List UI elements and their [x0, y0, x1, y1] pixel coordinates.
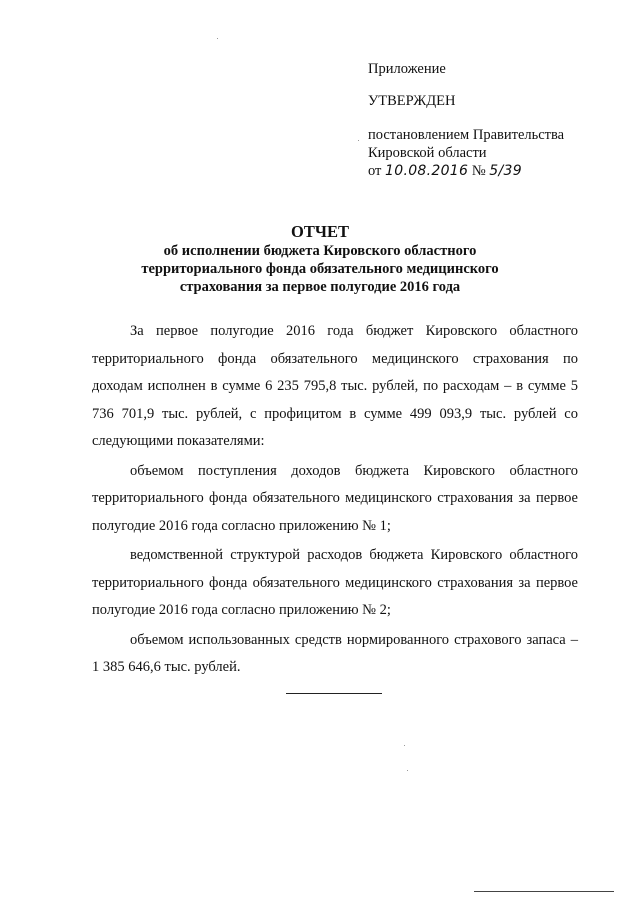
approved-label: УТВЕРЖДЕН	[368, 93, 456, 109]
number-prefix: №	[471, 163, 486, 179]
scan-speck	[358, 140, 359, 141]
report-subtitle-line-3: страхования за первое полугодие 2016 года	[179, 279, 461, 295]
date-prefix: от	[368, 163, 382, 179]
decree-line-2: Кировской области	[368, 145, 487, 161]
decree-date-line	[368, 162, 564, 180]
paragraph-summary: За первое полугодие 2016 года бюджет Кировского областного территориального фонда обязательного медицинского страхования по доходам исполнен в сумме 6 235 795,8 тыс. рублей, по расходам – в сумме 5 736 701,9 тыс. рублей, с профицитом в сумме 499 093,9 тыс. рублей со следующими показателями:	[92, 323, 578, 449]
handwritten-number: 5/39	[489, 163, 522, 179]
end-divider	[286, 693, 382, 694]
approval-stamp	[368, 60, 564, 180]
report-subtitle-line-2: территориального фонда обязательного медицинского	[141, 261, 499, 277]
appendix-label: Приложение	[368, 61, 446, 77]
paragraph-expenses: ведомственной структурой расходов бюджета Кировского областного территориального фонда обязательного медицинского страхования за первое полугодие 2016 года согласно приложению № 2;	[92, 547, 578, 618]
bottom-rule	[474, 891, 614, 892]
scan-speck	[217, 38, 218, 39]
report-body	[92, 318, 578, 682]
scan-speck	[407, 770, 408, 771]
report-subtitle-line-1: об исполнении бюджета Кировского областного	[163, 243, 477, 259]
paragraph-reserve: объемом использованных средств нормированного страхового запаса – 1 385 646,6 тыс. рублей.	[92, 631, 578, 675]
decree-line-1: постановлением Правительства	[368, 127, 565, 143]
handwritten-date: 10.08.2016	[385, 163, 469, 179]
paragraph-income: объемом поступления доходов бюджета Кировского областного территориального фонда обязательного медицинского страхования за первое полугодие 2016 года согласно приложению № 1;	[92, 462, 578, 534]
scan-speck	[404, 745, 405, 746]
report-title	[0, 222, 640, 296]
report-heading: ОТЧЕТ	[291, 222, 349, 241]
